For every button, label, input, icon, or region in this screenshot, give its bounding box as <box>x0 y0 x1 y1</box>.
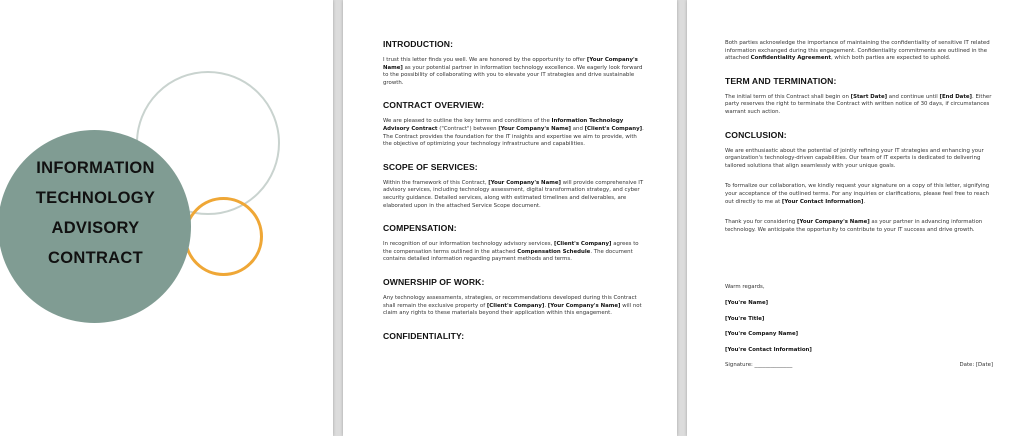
term-and-termination-paragraph: The initial term of this Contract shall begin on [Start Date] and continue until [End Date]. Either party reserves the right to terminate the Contract with written notice of 30 days, if circumstances warrant such action. <box>725 93 992 115</box>
page-3-content <box>725 40 993 370</box>
confidentiality-paragraph: Both parties acknowledge the importance of maintaining the confidentiality of sensitive IT related information exchanged during this engagement. Confidentiality commitments are outlined in the attached Confidentiality Agreement, which both parties are expected to uphold. <box>725 40 990 62</box>
contract-overview-heading: CONTRACT OVERVIEW: <box>383 100 485 111</box>
contract-page-3 <box>687 0 1024 436</box>
signature-field: Signature: ______________ <box>725 362 793 369</box>
ownership-of-work-paragraph: Any technology assessments, strategies, or recommendations developed during this Contract shall remain the exclusive property of [Client's Company]. [Your Company's Name] will not claim any rights to these materials beyond their application within this engagement. <box>383 294 642 317</box>
signer-company: [You're Company Name] <box>725 331 799 338</box>
ownership-of-work-heading: OWNERSHIP OF WORK: <box>383 276 485 287</box>
conclusion-paragraph-1: We are enthusiastic about the potential of jointly refining your IT strategies and enhancing your organization's technology-driven capabilities. Our team of IT experts is dedicated to delivering tailored solutions that align seamlessly with your unique goals. <box>725 147 984 169</box>
conclusion-paragraph-3: Thank you for considering [Your Company's Name] as your partner in advancing information technology. We anticipate the opportunity to contribute to your IT success and drive growth. <box>725 219 983 233</box>
cover-title-line: INFORMATION <box>36 159 155 177</box>
compensation-heading: COMPENSATION: <box>383 223 457 234</box>
page-2-content <box>383 39 645 349</box>
cover-title-line: CONTRACT <box>48 249 143 267</box>
term-and-termination-heading: TERM AND TERMINATION: <box>725 75 837 86</box>
conclusion-paragraph-2: To formalize our collaboration, we kindly request your signature on a copy of this letter, signifying your acceptance of the outlined terms. For any inquiries or clarifications, please feel free to reach out directly to me at [Your Contact Information]. <box>725 183 990 205</box>
introduction-paragraph: I trust this letter finds you well. We are honored by the opportunity to offer [Your Company's Name] as your potential partner in information technology excellence. We eagerly look forward to the possibility of collaborating with you to elevate your IT strategies and drive sustainable growth. <box>383 57 643 86</box>
scope-of-services-paragraph: Within the framework of this Contract, [Your Company's Name] will provide comprehensive IT advisory services, including technology assessment, digital transformation strategy, and cyber security guidance. Detailed services, along with estimated timelines and deliverables, are elaborated upon in the attached Service Scope document. <box>383 179 644 209</box>
contract-page-2 <box>343 0 677 436</box>
cover-title-line: ADVISORY <box>51 219 140 237</box>
compensation-paragraph: In recognition of our information technology advisory services, [Client's Company] agrees to the compensation terms outlined in the attached Compensation Schedule. The document contains detailed information regarding payment methods and terms. <box>383 241 639 263</box>
confidentiality-heading: CONFIDENTIALITY: <box>383 330 465 341</box>
cover-page <box>0 0 333 436</box>
signer-name: [You're Name] <box>725 299 769 306</box>
closing-salutation: Warm regards, <box>725 284 765 291</box>
introduction-heading: INTRODUCTION: <box>383 39 454 49</box>
signature-row <box>725 362 993 370</box>
signer-title: [You're Title] <box>725 315 765 322</box>
date-field: Date: [Date] <box>959 362 993 369</box>
contract-overview-paragraph: We are pleased to outline the key terms and conditions of the Information Technology Advisory Contract ("Contract") between [Your Company's Name] and [Client's Company]. The Contract provides the foundation for the IT insights and expertise we aim to provide, with the objective of optimizing your technology infrastructure and capabilities. <box>383 118 644 148</box>
cover-title-line: TECHNOLOGY <box>35 189 156 207</box>
scope-of-services-heading: SCOPE OF SERVICES: <box>383 161 478 172</box>
decorative-orange-ring <box>184 197 263 276</box>
cover-title <box>8 153 183 273</box>
signer-contact: [You're Contact Information] <box>725 346 812 353</box>
conclusion-heading: CONCLUSION: <box>725 129 787 140</box>
